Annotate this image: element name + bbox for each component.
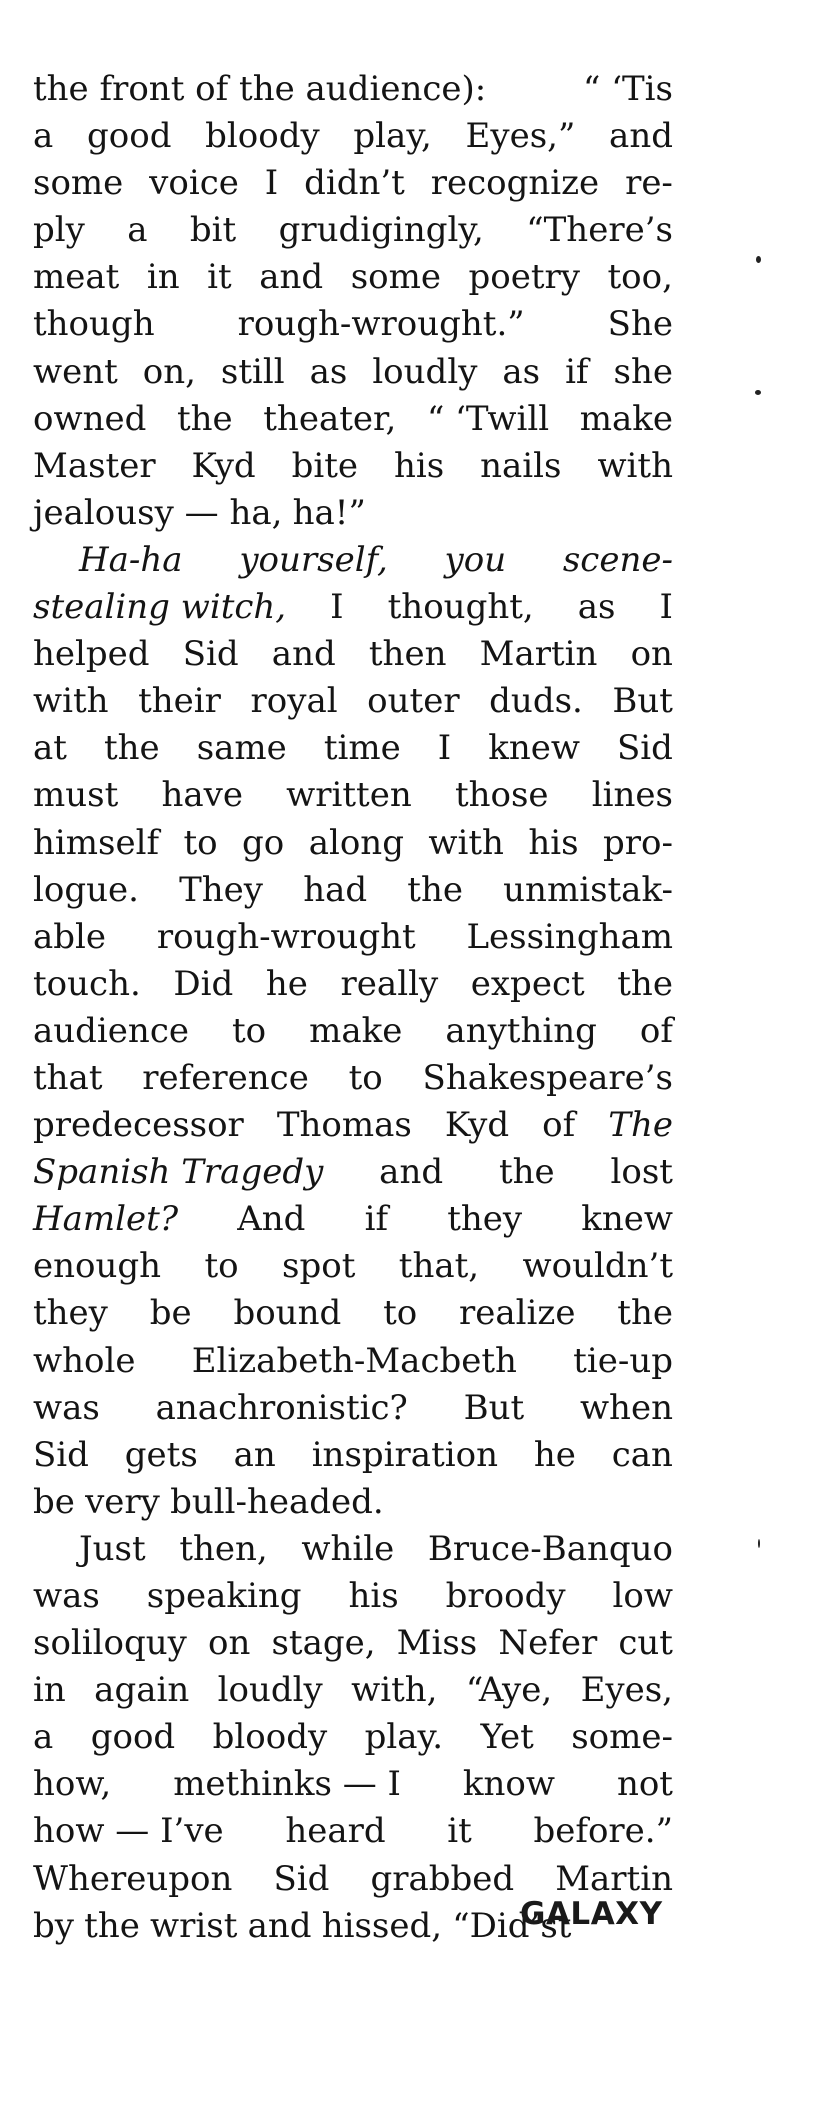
word: cut <box>618 1623 673 1664</box>
word: Thomas <box>276 1105 412 1146</box>
word: They <box>179 869 264 910</box>
word: Spanish Tragedy <box>33 1152 324 1193</box>
word: she <box>613 351 673 392</box>
word: ha!” <box>292 492 366 533</box>
word: broody <box>445 1576 566 1616</box>
word: along <box>308 822 404 863</box>
word: wouldn’t <box>522 1246 673 1287</box>
word: bite <box>291 445 359 486</box>
text-line <box>33 396 673 443</box>
word: and <box>259 257 324 298</box>
word: his <box>348 1576 399 1616</box>
text-line <box>33 301 673 348</box>
word: Nefer <box>498 1623 598 1664</box>
text-line <box>33 1714 673 1761</box>
word: be <box>149 1293 192 1334</box>
scan-speck <box>755 390 761 395</box>
text-line <box>33 914 673 961</box>
word: the <box>176 398 233 439</box>
word: predecessor <box>33 1105 244 1146</box>
word: they <box>447 1199 523 1240</box>
word: some <box>33 163 124 204</box>
word: to <box>183 822 218 863</box>
word: if <box>565 351 589 392</box>
word: to <box>204 1246 239 1287</box>
word: didn’t <box>304 163 405 204</box>
word: on <box>208 1623 251 1664</box>
word: good <box>86 116 172 157</box>
word: lost <box>610 1152 673 1193</box>
word: have <box>161 775 243 816</box>
word: poetry <box>468 257 580 298</box>
word: anachronistic? <box>155 1387 408 1428</box>
text-line <box>33 1808 673 1855</box>
text-line <box>33 678 673 725</box>
word: grabbed <box>370 1858 515 1899</box>
word: Just <box>79 1528 146 1569</box>
word: again <box>94 1670 190 1711</box>
word: able <box>33 916 107 957</box>
word: how — I’ve <box>33 1811 224 1852</box>
word: went <box>33 351 118 392</box>
text-line <box>33 254 673 301</box>
word: outer <box>367 681 460 722</box>
word: stealing witch, <box>33 587 287 628</box>
text-line <box>33 867 673 914</box>
word: bit <box>189 210 237 251</box>
word: that <box>33 1057 103 1098</box>
word: Kyd <box>444 1105 510 1146</box>
word: logue. <box>33 869 139 910</box>
text-line <box>33 66 673 113</box>
text-line <box>33 537 673 584</box>
word: Yet <box>480 1717 534 1758</box>
word: Whereupon <box>33 1858 233 1899</box>
word: Miss <box>396 1623 478 1664</box>
word: the front of the audience): <box>33 69 487 109</box>
word: Ha-ha <box>79 539 183 580</box>
word: “ ‘Twill <box>426 398 550 439</box>
text-line <box>33 1196 673 1243</box>
word: and <box>271 634 336 675</box>
word: Master <box>33 445 156 486</box>
word: owned <box>33 398 147 439</box>
word: you <box>444 539 507 580</box>
word: thought, <box>387 587 534 628</box>
word: rough-wrought <box>156 916 416 957</box>
word: play, <box>353 116 432 157</box>
word: Hamlet? <box>33 1199 179 1240</box>
word: then, <box>179 1528 268 1569</box>
word: I <box>264 163 279 204</box>
word: reference <box>142 1057 309 1098</box>
text-line <box>33 1102 673 1149</box>
word: their <box>138 681 221 722</box>
text-line <box>33 490 673 537</box>
word: he <box>533 1434 576 1475</box>
word: still <box>220 351 285 392</box>
word: by <box>33 1905 74 1946</box>
text-line <box>33 772 673 819</box>
word: royal <box>250 681 338 722</box>
word: to <box>232 1010 267 1051</box>
text-line <box>33 1573 673 1620</box>
word: I <box>330 587 344 628</box>
word: jealousy — ha, <box>33 492 283 533</box>
text-line <box>33 349 673 396</box>
word: as <box>577 587 616 628</box>
word: Eyes, <box>580 1670 673 1711</box>
word: theater, <box>263 398 397 439</box>
word: to <box>348 1057 383 1098</box>
word: though <box>33 304 155 345</box>
word: be <box>33 1481 75 1522</box>
word: loudly <box>217 1670 323 1711</box>
word: bound <box>233 1293 342 1334</box>
word: voice <box>149 163 239 204</box>
word: Kyd <box>191 445 256 486</box>
word: a <box>33 116 54 157</box>
word: those <box>454 775 549 816</box>
word: bull-headed. <box>170 1481 384 1522</box>
text-line <box>33 631 673 678</box>
word: wrist <box>150 1905 238 1946</box>
word: speaking <box>146 1576 302 1616</box>
word: yourself, <box>239 539 388 580</box>
word: not <box>616 1764 673 1805</box>
word: expect <box>470 963 585 1004</box>
word: grudigingly, <box>278 210 484 251</box>
text-line <box>33 961 673 1008</box>
word: with <box>428 822 504 863</box>
text-line <box>33 443 673 490</box>
text-line <box>33 1479 673 1526</box>
word: go <box>242 822 285 863</box>
word: to <box>383 1293 418 1334</box>
word: of <box>639 1010 673 1051</box>
word: low <box>612 1576 673 1616</box>
word: the <box>498 1152 555 1193</box>
word: anything <box>445 1010 597 1051</box>
word: re- <box>625 163 673 204</box>
word: can <box>611 1434 673 1475</box>
word: they <box>33 1293 108 1334</box>
word: gets <box>124 1434 198 1475</box>
word: hissed, <box>321 1905 443 1946</box>
word: it <box>207 257 232 298</box>
word: Shakespeare’s <box>422 1057 673 1098</box>
text-line <box>33 113 673 160</box>
word: written <box>286 775 412 816</box>
word: the <box>617 1293 673 1334</box>
word: some <box>350 257 441 298</box>
word: some- <box>571 1717 673 1758</box>
word: the <box>84 1905 140 1946</box>
word: while <box>301 1528 395 1569</box>
word: at <box>33 728 67 769</box>
word: loudly <box>372 351 478 392</box>
word: inspiration <box>311 1434 498 1475</box>
text-line <box>33 207 673 254</box>
word: bloody <box>205 116 320 157</box>
word: and <box>609 116 673 157</box>
word: enough <box>33 1246 162 1287</box>
word: how, <box>33 1764 112 1805</box>
word: Sid <box>616 728 673 769</box>
word: on, <box>142 351 196 392</box>
word: it <box>447 1811 472 1852</box>
word: too, <box>607 257 673 298</box>
word: the <box>103 728 160 769</box>
word: Bruce-Banquo <box>427 1528 673 1569</box>
word: on <box>630 634 673 675</box>
word: time <box>323 728 401 769</box>
word: of <box>542 1105 576 1146</box>
word: Elizabeth-Macbeth <box>191 1340 517 1381</box>
word: She <box>607 304 673 345</box>
word: audience <box>33 1010 189 1051</box>
word: stage, <box>271 1623 376 1664</box>
word: his <box>528 822 579 863</box>
word: soliloquy <box>33 1623 187 1664</box>
word: Lessingham <box>466 916 673 957</box>
body-text-column <box>33 66 673 1950</box>
word: “ ‘Tis <box>583 69 673 109</box>
word: Sid <box>273 1858 330 1899</box>
word: whole <box>33 1340 136 1381</box>
word: play. <box>364 1717 444 1758</box>
word: that, <box>398 1246 480 1287</box>
word: a <box>127 210 148 251</box>
scan-speck <box>758 1539 760 1548</box>
word: bloody <box>212 1717 328 1758</box>
text-line <box>33 1149 673 1196</box>
word: scene- <box>562 539 673 580</box>
text-line <box>33 1243 673 1290</box>
word: tie-up <box>573 1340 673 1381</box>
text-line <box>33 1290 673 1337</box>
text-line <box>33 820 673 867</box>
word: touch. <box>33 963 141 1004</box>
word: lines <box>591 775 673 816</box>
word: Martin <box>479 634 598 675</box>
word: I <box>659 587 673 628</box>
word: heard <box>285 1811 386 1852</box>
word: in <box>146 257 180 298</box>
text-line <box>33 1338 673 1385</box>
word: spot <box>282 1246 356 1287</box>
word: a <box>33 1717 54 1758</box>
word: with <box>597 445 673 486</box>
word: Did <box>173 963 234 1004</box>
word: if <box>364 1199 389 1240</box>
word: as <box>309 351 348 392</box>
word: with <box>33 681 109 722</box>
word: meat <box>33 257 120 298</box>
scan-speck <box>756 256 761 263</box>
word: was <box>33 1576 100 1616</box>
word: was <box>33 1387 100 1428</box>
word: methinks — I <box>173 1764 401 1805</box>
text-line <box>33 1667 673 1714</box>
text-line <box>33 1432 673 1479</box>
word: in <box>33 1670 66 1711</box>
text-line <box>33 1761 673 1808</box>
word: Sid <box>182 634 239 675</box>
word: make <box>579 398 673 439</box>
word: And <box>237 1199 306 1240</box>
word: when <box>579 1387 673 1428</box>
word: before.” <box>533 1811 673 1852</box>
word: Eyes,” <box>465 116 576 157</box>
running-footer: GALAXY <box>520 1896 663 1932</box>
word: recognize <box>430 163 600 204</box>
text-line <box>33 1526 673 1573</box>
word: The <box>608 1105 673 1146</box>
word: I <box>437 728 452 769</box>
word: his <box>393 445 445 486</box>
word: had <box>303 869 368 910</box>
word: good <box>90 1717 176 1758</box>
word: himself <box>33 822 160 863</box>
word: know <box>462 1764 555 1805</box>
word: and <box>247 1905 312 1946</box>
word: the <box>617 963 673 1004</box>
word: same <box>196 728 287 769</box>
text-line <box>33 1385 673 1432</box>
word: and <box>379 1152 444 1193</box>
word: really <box>340 963 439 1004</box>
word: very <box>85 1481 160 1522</box>
word: knew <box>488 728 580 769</box>
word: helped <box>33 634 150 675</box>
text-line <box>33 725 673 772</box>
word: But <box>463 1387 525 1428</box>
word: ply <box>33 210 85 251</box>
text-line <box>33 1620 673 1667</box>
word: with, <box>351 1670 438 1711</box>
word: nails <box>480 445 562 486</box>
text-line <box>33 584 673 631</box>
word: “Aye, <box>465 1670 553 1711</box>
word: Martin <box>555 1858 673 1899</box>
word: must <box>33 775 119 816</box>
word: But <box>612 681 673 722</box>
word: unmistak- <box>503 869 673 910</box>
word: pro- <box>603 822 673 863</box>
word: “Did’st <box>452 1905 572 1946</box>
text-line <box>33 1008 673 1055</box>
text-line <box>33 160 673 207</box>
word: an <box>233 1434 276 1475</box>
word: knew <box>581 1199 673 1240</box>
word: as <box>502 351 541 392</box>
word: duds. <box>489 681 583 722</box>
word: realize <box>459 1293 576 1334</box>
text-line <box>33 1055 673 1102</box>
word: “There’s <box>526 210 673 251</box>
word: Sid <box>33 1434 89 1475</box>
word: make <box>309 1010 403 1051</box>
word: the <box>407 869 463 910</box>
word: rough-wrought.” <box>237 304 525 345</box>
word: then <box>368 634 447 675</box>
word: he <box>265 963 308 1004</box>
